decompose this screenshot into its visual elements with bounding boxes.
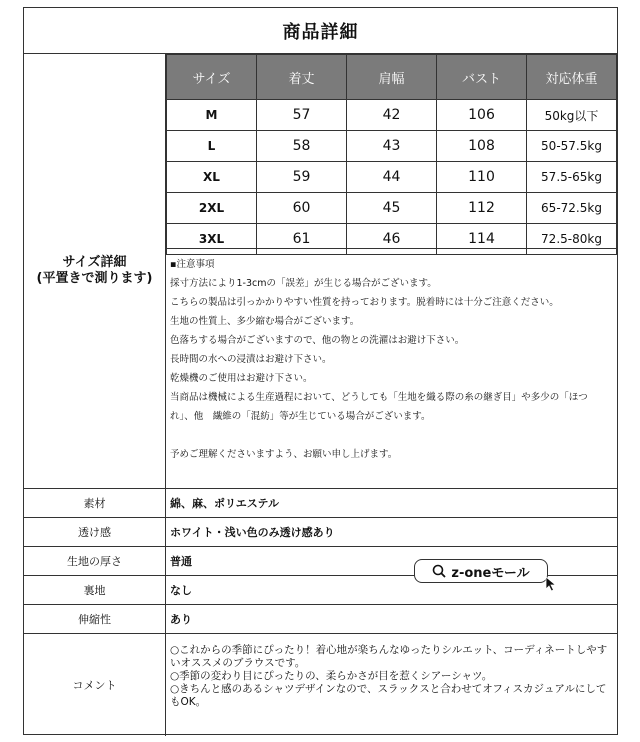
size-cell: 2XL bbox=[167, 193, 257, 224]
table-row bbox=[167, 131, 617, 162]
col-header: サイズ bbox=[167, 55, 257, 100]
note-line: 生地の性質上、多少縮む場合がございます。 bbox=[170, 316, 360, 327]
product-detail-sheet bbox=[23, 7, 618, 735]
spec-row-material bbox=[24, 488, 617, 517]
spec-label: 生地の厚さ bbox=[24, 547, 166, 575]
caution-notes bbox=[166, 248, 617, 488]
size-table bbox=[166, 54, 617, 255]
notes-heading: ▪注意事項 bbox=[170, 259, 215, 270]
length-cell: 57 bbox=[257, 100, 347, 131]
size-cell: XL bbox=[167, 162, 257, 193]
shoulder-cell: 43 bbox=[347, 131, 437, 162]
cursor-arrow-icon bbox=[545, 576, 557, 596]
size-detail-label bbox=[24, 54, 166, 488]
store-search-badge[interactable] bbox=[414, 559, 548, 583]
size-table-area bbox=[166, 54, 617, 255]
spec-value: なし bbox=[170, 584, 192, 597]
note-line bbox=[170, 426, 609, 445]
table-row bbox=[167, 162, 617, 193]
note-line: 採寸方法により1-3cmの「誤差」が生じる場合がございます。 bbox=[170, 278, 437, 289]
weight-cell: 57.5-65kg bbox=[527, 162, 617, 193]
note-line: 長時間の水への浸漬はお避け下さい。 bbox=[170, 354, 332, 365]
col-header: 対応体重 bbox=[527, 55, 617, 100]
table-row bbox=[167, 193, 617, 224]
weight-cell: 50-57.5kg bbox=[527, 131, 617, 162]
spec-label: 素材 bbox=[24, 489, 166, 517]
shoulder-cell: 46 bbox=[347, 224, 437, 255]
bust-cell: 112 bbox=[437, 193, 527, 224]
shoulder-cell: 44 bbox=[347, 162, 437, 193]
length-cell: 61 bbox=[257, 224, 347, 255]
spec-label: 伸縮性 bbox=[24, 605, 166, 633]
note-line: 乾燥機のご使用はお避け下さい。 bbox=[170, 373, 313, 384]
bust-cell: 110 bbox=[437, 162, 527, 193]
spec-value: 普通 bbox=[170, 555, 192, 568]
spec-value: 綿、麻、ポリエステル bbox=[170, 497, 280, 510]
size-table-header bbox=[167, 55, 617, 100]
weight-cell: 72.5-80kg bbox=[527, 224, 617, 255]
col-header: 着丈 bbox=[257, 55, 347, 100]
col-header: バスト bbox=[437, 55, 527, 100]
weight-cell: 65-72.5kg bbox=[527, 193, 617, 224]
col-header: 肩幅 bbox=[347, 55, 437, 100]
note-line: 当商品は機械による生産過程において、どうしても「生地を織る際の糸の継ぎ目」や多少の「ほつれ」、他 繊維の「混紡」等が生じている場合がございます。 bbox=[170, 392, 588, 422]
spec-label: コメント bbox=[24, 634, 166, 736]
size-detail-label-line1: サイズ詳細 bbox=[62, 255, 127, 270]
note-line: 予めご理解くださいますよう、お願い申し上げます。 bbox=[170, 449, 398, 460]
spec-row-comment bbox=[24, 633, 617, 736]
comment-line: ○きちんと感のあるシャツデザインなので、スラックスと合わせてオフィスカジュアルにしてもOK。 bbox=[170, 683, 607, 708]
spec-label: 裏地 bbox=[24, 576, 166, 604]
page-title: 商品詳細 bbox=[24, 8, 617, 54]
search-icon bbox=[432, 564, 446, 578]
comment-text bbox=[170, 644, 610, 709]
comment-line: ○これからの季節にぴったり！着心地が楽ちんなゆったりシルエット、コーディネートしやすいオススメのブラウスです。 bbox=[170, 644, 608, 669]
size-detail-label-line2: (平置きで測ります) bbox=[36, 271, 153, 286]
spec-value: あり bbox=[170, 613, 192, 626]
bust-cell: 106 bbox=[437, 100, 527, 131]
size-cell: M bbox=[167, 100, 257, 131]
size-cell: 3XL bbox=[167, 224, 257, 255]
length-cell: 59 bbox=[257, 162, 347, 193]
spec-value: ホワイト・浅い色のみ透け感あり bbox=[170, 526, 335, 539]
spec-row-stretch bbox=[24, 604, 617, 633]
shoulder-cell: 45 bbox=[347, 193, 437, 224]
weight-cell: 50kg以下 bbox=[527, 100, 617, 131]
length-cell: 60 bbox=[257, 193, 347, 224]
spec-label: 透け感 bbox=[24, 518, 166, 546]
shoulder-cell: 42 bbox=[347, 100, 437, 131]
bust-cell: 114 bbox=[437, 224, 527, 255]
table-row bbox=[167, 100, 617, 131]
store-name: z-oneモール bbox=[451, 565, 530, 581]
note-line: 色落ちする場合がございますので、他の物との洗濯はお避け下さい。 bbox=[170, 335, 465, 346]
length-cell: 58 bbox=[257, 131, 347, 162]
spec-row-sheerness bbox=[24, 517, 617, 546]
bust-cell: 108 bbox=[437, 131, 527, 162]
size-cell: L bbox=[167, 131, 257, 162]
comment-line: ○季節の変わり目にぴったりの、柔らかさが目を惹くシアーシャツ。 bbox=[170, 670, 493, 682]
note-line: こちらの製品は引っかかりやすい性質を持っております。脱着時には十分ご注意ください。 bbox=[170, 297, 559, 308]
